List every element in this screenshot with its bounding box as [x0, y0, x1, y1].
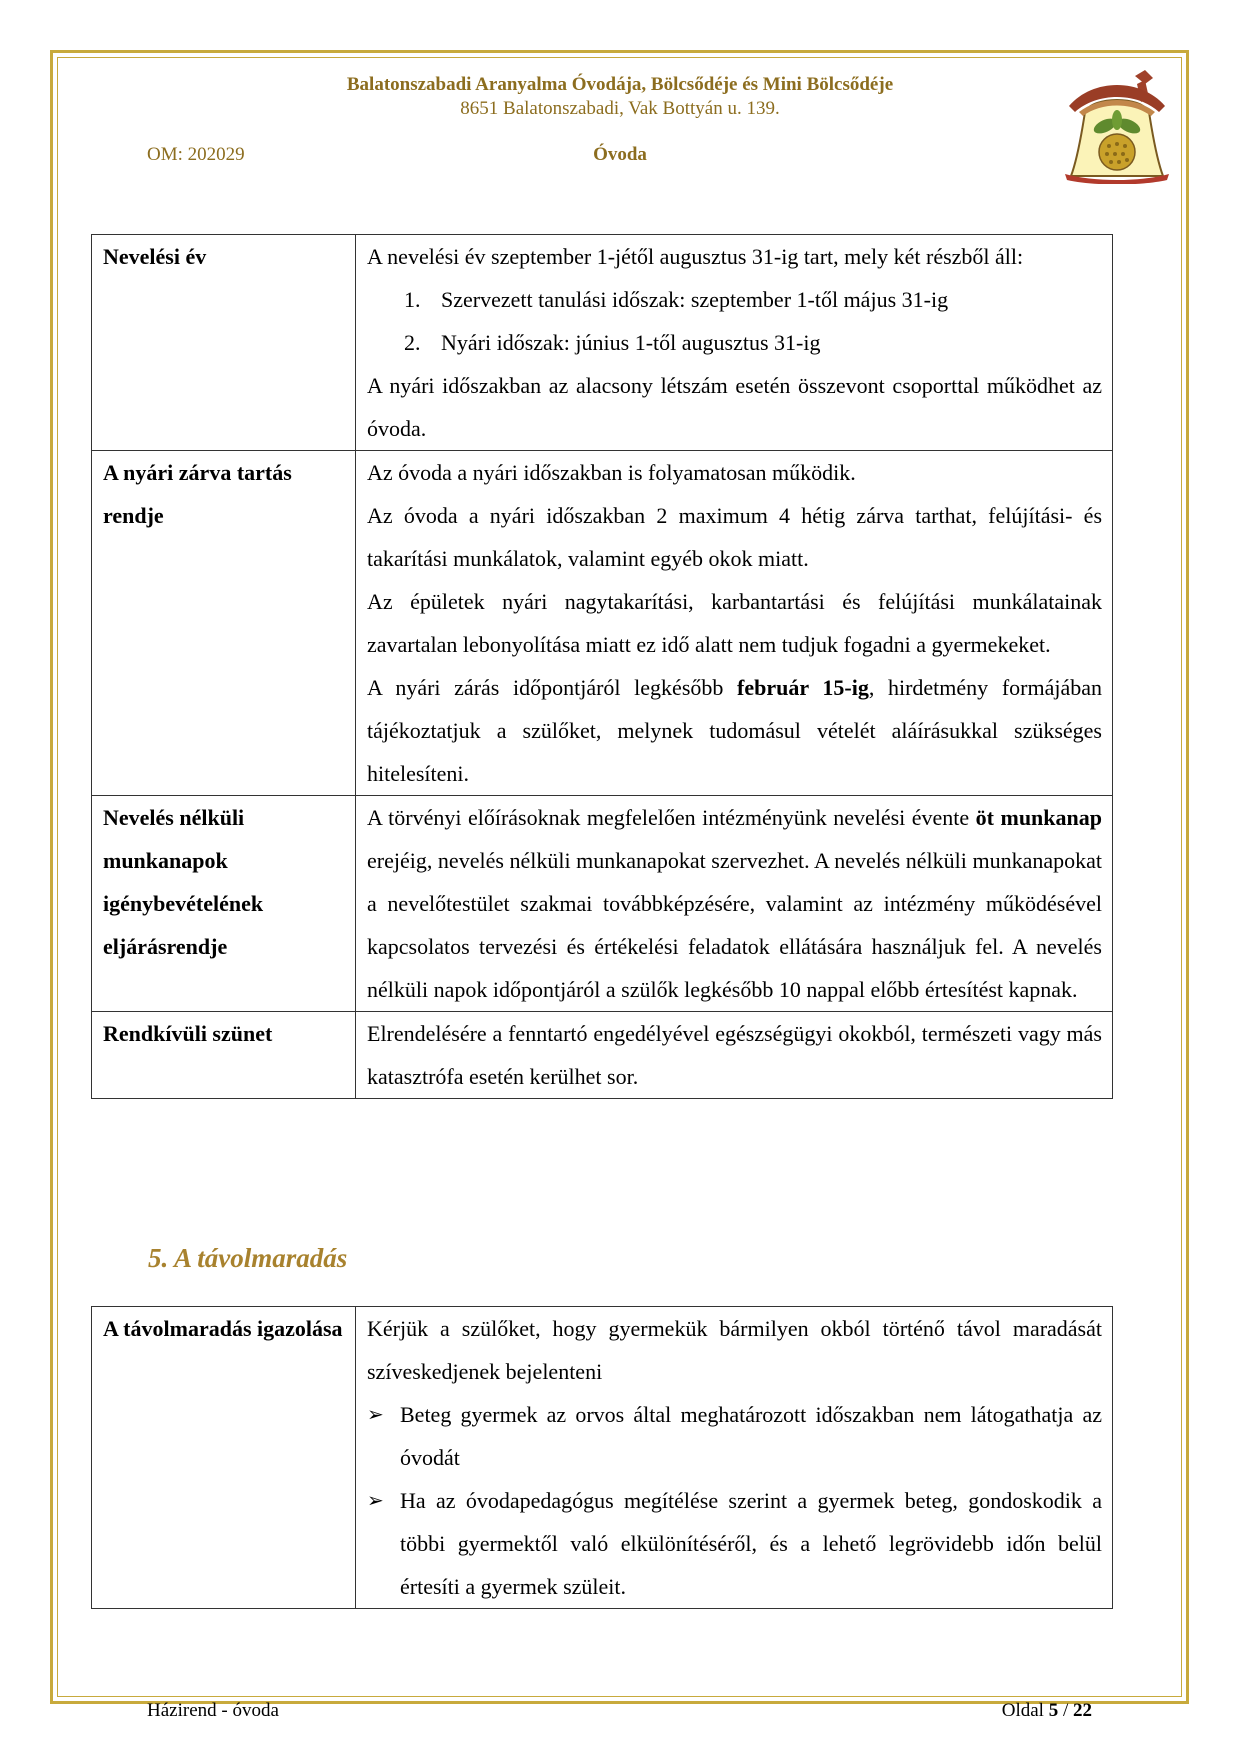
list-number: 1.	[404, 287, 421, 312]
table-row	[92, 1307, 1113, 1609]
bold-text: február 15-ig	[737, 675, 869, 700]
row-content	[356, 1012, 1113, 1099]
page-prefix: Oldal	[1001, 1700, 1049, 1721]
page-separator: /	[1058, 1700, 1073, 1721]
institution-name: Balatonszabadi Aranyalma Óvodája, Bölcsődéje és Mini Bölcsődéje	[346, 74, 894, 95]
list-item-text: Nyári időszak: június 1-től augusztus 31-ig	[441, 330, 821, 355]
table-row	[92, 235, 1113, 451]
list-item	[367, 1393, 1102, 1479]
page-current: 5	[1048, 1700, 1059, 1721]
row-content	[356, 796, 1113, 1012]
row-label: A nyári zárva tartás rendje	[92, 451, 356, 796]
text-run: , hirdetmény formájában tájékoztatjuk a szülőket, melynek tudomásul vételét aláírásukkal szükséges hitelesíteni.	[367, 675, 1102, 786]
unit-label: Óvoda	[593, 144, 647, 165]
row-label: Nevelési év	[92, 235, 356, 451]
arrow-bullet-icon: ➢	[367, 1402, 384, 1426]
absence-table	[91, 1306, 1113, 1609]
text-run: A törvényi előírásoknak megfelelően intézményünk nevelési évente	[367, 805, 976, 830]
row-label: A távolmaradás igazolása	[92, 1307, 356, 1609]
list-number: 2.	[404, 330, 421, 355]
institution-address: 8651 Balatonszabadi, Vak Bottyán u. 139.	[460, 98, 780, 119]
kindergarten-apple-logo	[1063, 68, 1171, 184]
paragraph: Elrendelésére a fenntartó engedélyével egészségügyi okokból, természeti vagy más katasztrófa esetén kerülhet sor.	[367, 1021, 1102, 1089]
text-run: erejéig, nevelés nélküli munkanapokat szervezhet. A nevelés nélküli munkanapokat a nevelőtestület szakmai továbbképzésére, valamint az intézmény működésével kapcsolatos tervezési és értékelési feladatok ellátására használjuk fel. A nevelés nélküli napok időpontjáról a szülők legkésőbb 10 nappal előbb értesítést kapnak.	[367, 848, 1102, 1002]
paragraph	[367, 666, 1102, 795]
list-item-text: Ha az óvodapedagógus megítélése szerint a gyermek beteg, gondoskodik a többi gyermektől való elkülönítéséről, és a lehető legrövidebb időn belül értesíti a gyermek szüleit.	[400, 1488, 1102, 1599]
page-total: 22	[1073, 1700, 1092, 1721]
paragraph: A nevelési év szeptember 1-jétől augusztus 31-ig tart, mely két részből áll:	[367, 244, 1024, 269]
section-heading: 5. A távolmaradás	[148, 1243, 348, 1273]
kindergarten-year-table	[91, 234, 1113, 1099]
row-content	[356, 451, 1113, 796]
list-item	[404, 278, 1102, 321]
text-run: A nyári zárás időpontjáról legkésőbb	[367, 675, 738, 700]
paragraph: Az óvoda a nyári időszakban 2 maximum 4 hétig zárva tarthat, felújítási- és takarítási munkálatok, valamint egyéb okok miatt.	[367, 503, 1102, 571]
table-row	[92, 451, 1113, 796]
paragraph: Kérjük a szülőket, hogy gyermekük bármilyen okból történő távol maradását szíveskedjenek bejelenteni	[367, 1316, 1102, 1384]
bold-text: öt munkanap	[975, 805, 1102, 830]
om-number: OM: 202029	[147, 144, 245, 165]
footer-document-title: Házirend - óvoda	[147, 1700, 279, 1721]
table-row	[92, 796, 1113, 1012]
list-item-text: Szervezett tanulási időszak: szeptember 1-től május 31-ig	[441, 287, 949, 312]
row-label: Nevelés nélküli munkanapok igénybevételének eljárásrendje	[92, 796, 356, 1012]
paragraph: A nyári időszakban az alacsony létszám esetén összevont csoporttal működhet az óvoda.	[367, 373, 1102, 441]
paragraph: Az épületek nyári nagytakarítási, karbantartási és felújítási munkálatainak zavartalan lebonyolítása miatt ez idő alatt nem tudjuk fogadni a gyermekeket.	[367, 589, 1102, 657]
paragraph	[367, 796, 1102, 1011]
paragraph: Az óvoda a nyári időszakban is folyamatosan működik.	[367, 460, 856, 485]
numbered-list	[367, 278, 1102, 364]
table-row	[92, 1012, 1113, 1099]
row-content	[356, 235, 1113, 451]
list-item-text: Beteg gyermek az orvos által meghatározott időszakban nem látogathatja az óvodát	[400, 1402, 1102, 1470]
list-item	[367, 1479, 1102, 1608]
bullet-list	[367, 1393, 1102, 1608]
row-content	[356, 1307, 1113, 1609]
footer-page-number	[950, 1700, 1092, 1722]
row-label: Rendkívüli szünet	[92, 1012, 356, 1099]
list-item	[404, 321, 1102, 364]
arrow-bullet-icon: ➢	[367, 1488, 384, 1512]
